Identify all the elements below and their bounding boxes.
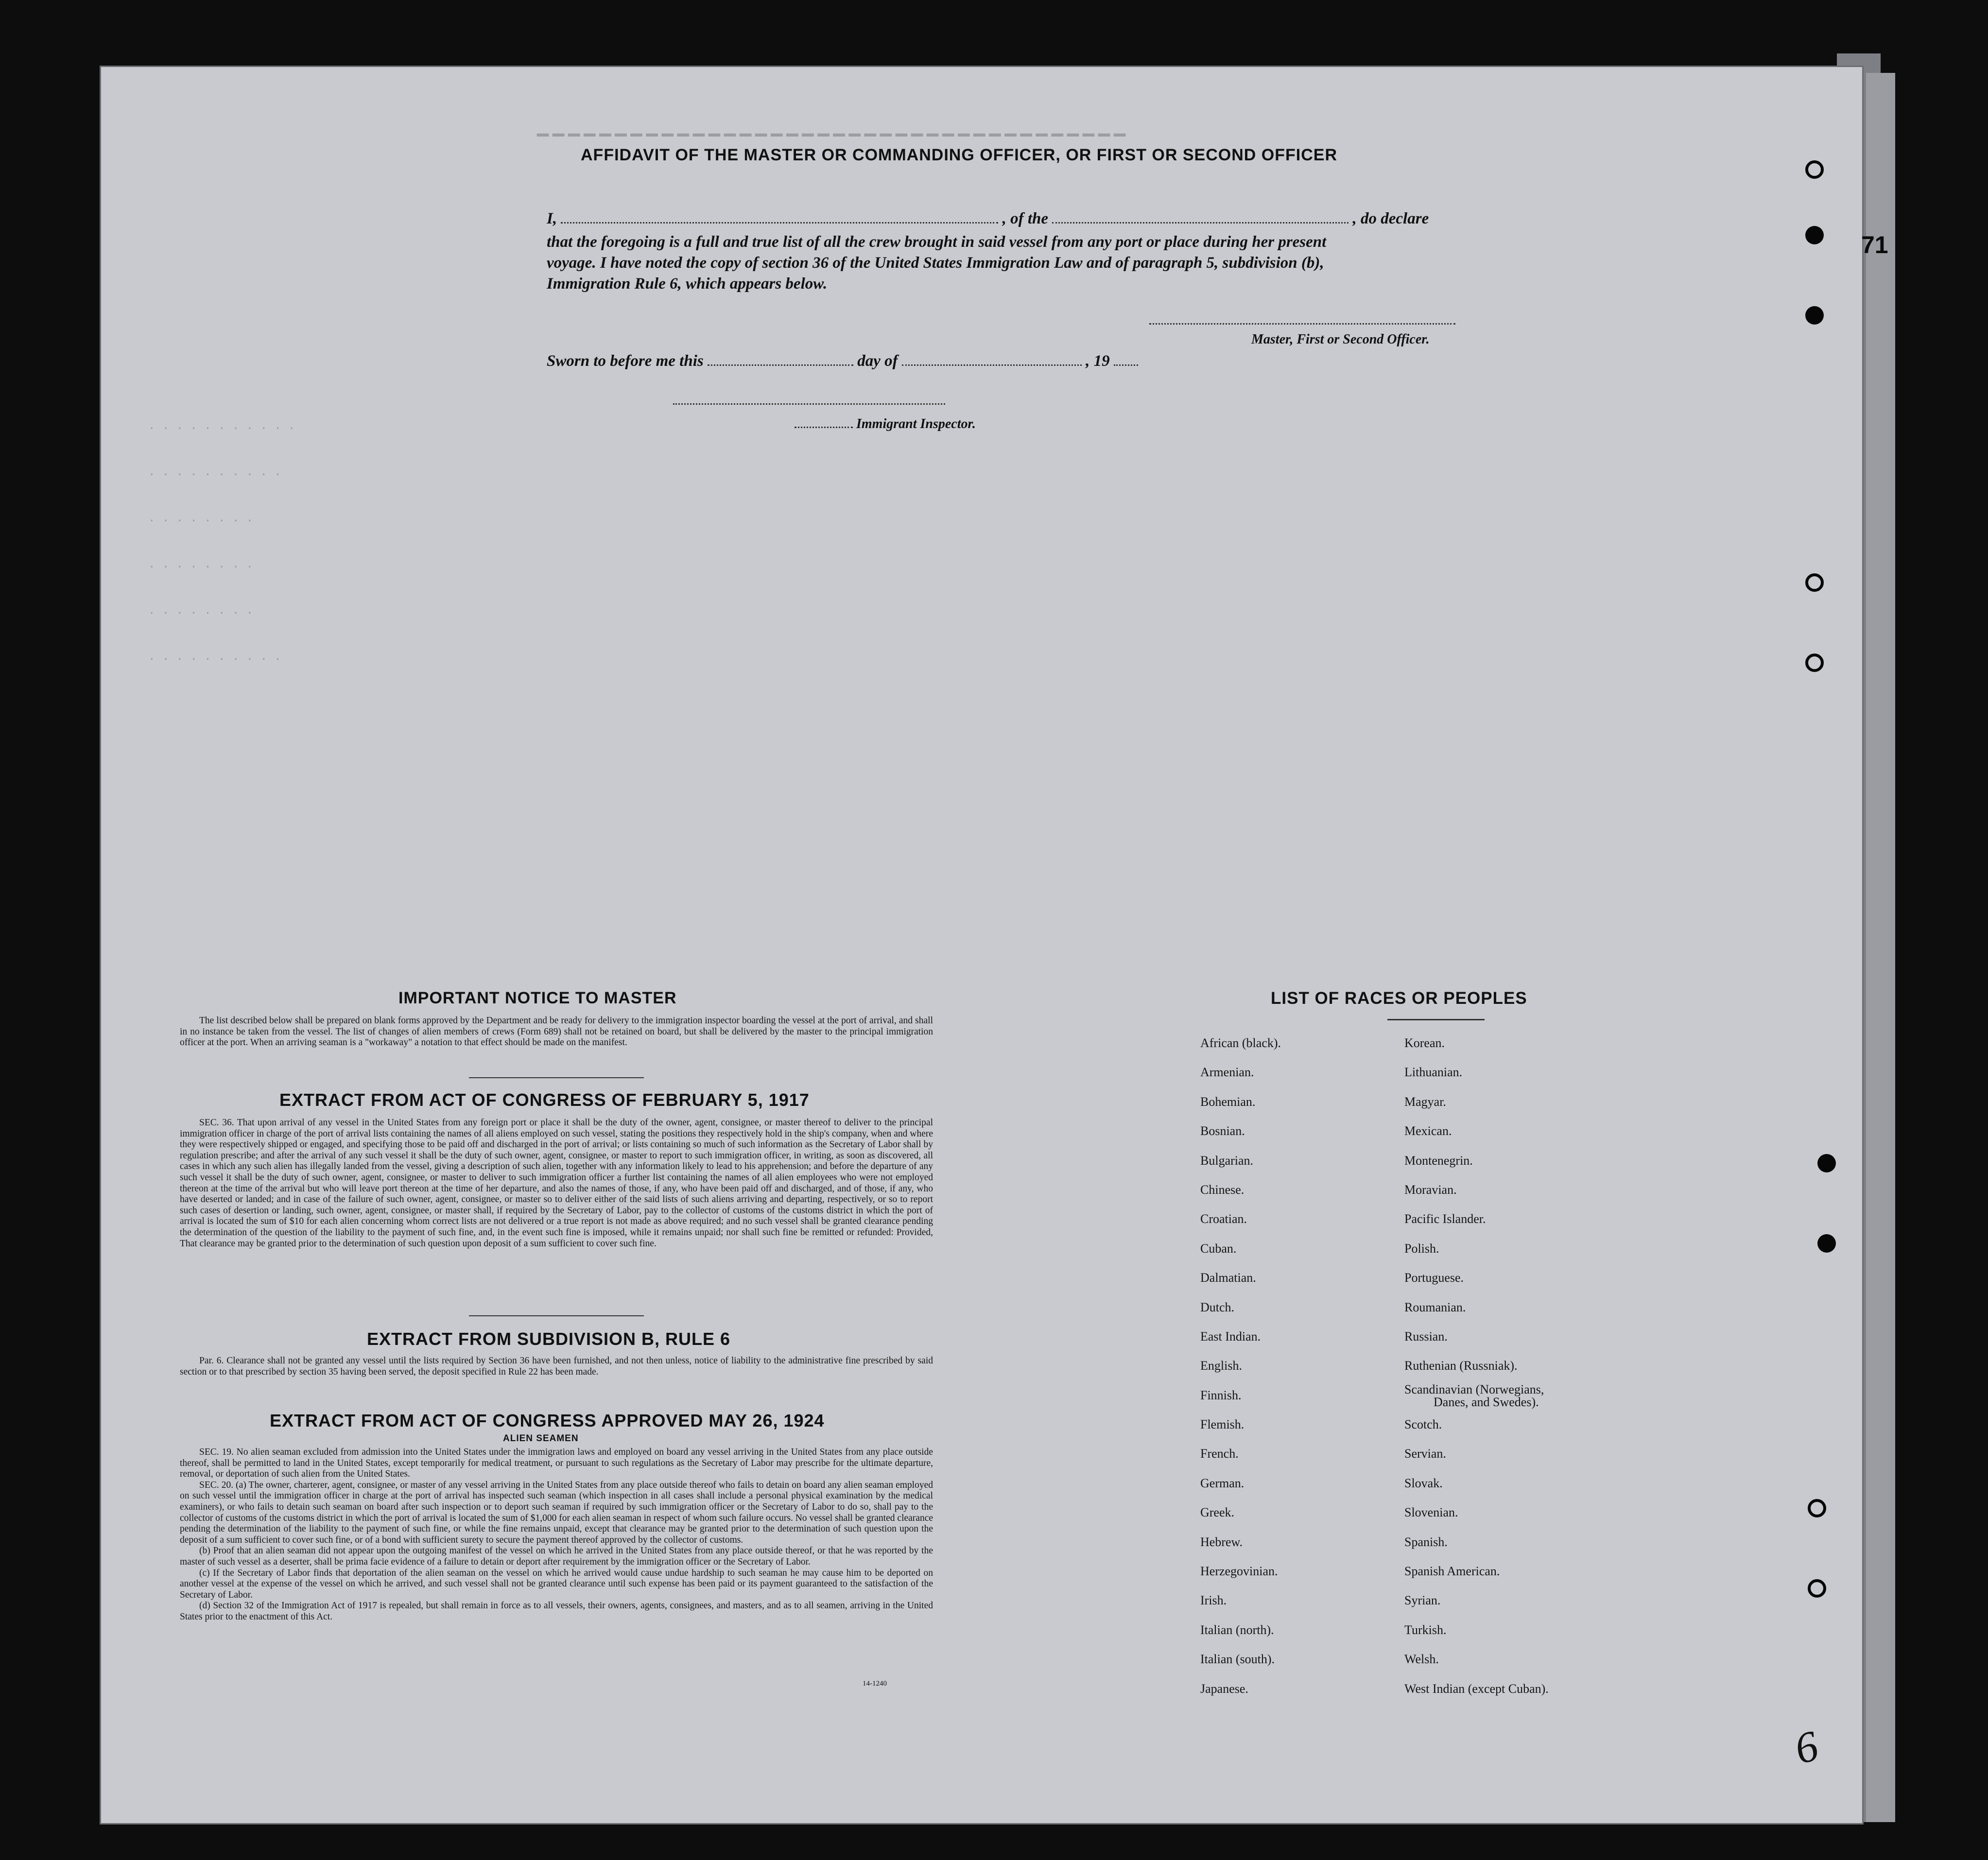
race-item: Croatian.: [1200, 1212, 1247, 1226]
page-number: 71: [1861, 231, 1888, 258]
sworn-day-blank[interactable]: [708, 364, 853, 366]
inspector-lead-dots: [795, 427, 853, 428]
race-item: Finnish.: [1200, 1388, 1242, 1402]
race-item: Cuban.: [1200, 1241, 1237, 1256]
binder-hole-icon: [1817, 1234, 1836, 1253]
race-item: Japanese.: [1200, 1681, 1248, 1696]
race-item: Portuguese.: [1404, 1271, 1464, 1285]
race-item: Dalmatian.: [1200, 1271, 1256, 1285]
race-item: Hebrew.: [1200, 1534, 1243, 1549]
extract-1917-title: EXTRACT FROM ACT OF CONGRESS OF FEBRUARY 5, 1917: [279, 1090, 810, 1110]
extract-1917-rule: [469, 1077, 644, 1078]
master-signature-label: Master, First or Second Officer.: [1251, 332, 1430, 347]
sworn-prefix: Sworn to before me this: [547, 352, 704, 370]
binder-hole-icon: [1805, 654, 1824, 672]
name-blank[interactable]: [561, 222, 998, 224]
race-item-line: Scandinavian (Norwegians,: [1404, 1382, 1544, 1396]
race-item: Slovenian.: [1404, 1505, 1458, 1520]
sec-20b-paragraph: (b) Proof that an alien seaman did not appear upon the outgoing manifest of the vessel on which he arrived in the United States from any place outside thereof, or that he was reported by the master of such vessel as a deserter, shall be prima facie evidence of a failure to detain or deport after requirement by the immigration officer or the Secretary of Labor.: [180, 1546, 933, 1567]
bleed-through-rows: · · · · · · · · · · · · · · · · · · · · · · · · · · · · · · · · · · · · · · · · · · · · · · · · · · · · · · ·: [148, 422, 295, 666]
extract-rule-6-title: EXTRACT FROM SUBDIVISION B, RULE 6: [367, 1329, 731, 1349]
affidavit-line-2: that the foregoing is a full and true list of all the crew brought in said vessel from any port or place during her present: [547, 233, 1327, 251]
race-item: Scotch.: [1404, 1417, 1442, 1432]
race-item: Korean.: [1404, 1036, 1445, 1050]
races-column-1: [1200, 1036, 1281, 1711]
race-item: Pacific Islander.: [1404, 1212, 1486, 1226]
race-item: German.: [1200, 1476, 1245, 1490]
binder-hole-icon: [1805, 306, 1824, 325]
race-item: Ruthenian (Russniak).: [1404, 1359, 1518, 1373]
binder-hole-icon: [1805, 160, 1824, 179]
race-item: Russian.: [1404, 1329, 1448, 1343]
binder-hole-icon: [1808, 1579, 1826, 1598]
race-item: Polish.: [1404, 1241, 1439, 1256]
affidavit-title: AFFIDAVIT OF THE MASTER OR COMMANDING OFFICER, OR FIRST OR SECOND OFFICER: [581, 146, 1337, 164]
race-item: Bosnian.: [1200, 1124, 1245, 1138]
par-6-paragraph: Par. 6. Clearance shall not be granted any vessel until the lists required by Section 36 have been furnished, and not then unless, notice of liability to the administrative fine prescribed by said section or to that prescribed by section 35 having been served, the deposit specified in Rule 22 has been made.: [180, 1356, 933, 1377]
inspector-signature-line[interactable]: [673, 403, 945, 405]
inspector-label: [795, 416, 976, 432]
race-item: African (black).: [1200, 1036, 1281, 1050]
race-item: Welsh.: [1404, 1652, 1439, 1667]
extract-1917-body: [180, 1118, 933, 1249]
bleed-through-text: ▁▁▁▁▁▁▁▁▁▁▁▁▁▁▁▁▁▁▁▁▁▁▁▁▁▁▁▁▁▁▁▁▁▁▁▁▁▁: [537, 116, 1130, 138]
affidavit-declare-label: , do declare: [1352, 210, 1429, 227]
alien-seamen-subtitle: ALIEN SEAMEN: [503, 1433, 579, 1444]
binder-hole-icon: [1805, 226, 1824, 244]
affidavit-line-1: [547, 210, 1429, 228]
race-item: Turkish.: [1404, 1622, 1447, 1637]
race-item: Chinese.: [1200, 1182, 1245, 1197]
race-item-multiline: [1404, 1383, 1549, 1412]
vessel-blank[interactable]: [1052, 222, 1348, 224]
race-item: Bohemian.: [1200, 1094, 1256, 1109]
extract-1924-title: EXTRACT FROM ACT OF CONGRESS APPROVED MAY 26, 1924: [270, 1411, 825, 1430]
race-item: Syrian.: [1404, 1593, 1441, 1608]
race-item: English.: [1200, 1359, 1242, 1373]
race-item: West Indian (except Cuban).: [1404, 1681, 1549, 1696]
race-item: Herzegovinian.: [1200, 1564, 1278, 1579]
race-item: Slovak.: [1404, 1476, 1443, 1490]
notice-title: IMPORTANT NOTICE TO MASTER: [398, 989, 677, 1007]
race-item: Lithuanian.: [1404, 1065, 1463, 1080]
sworn-year-label: , 19: [1086, 352, 1110, 370]
race-item: Greek.: [1200, 1505, 1235, 1520]
manifest-page: [100, 66, 1888, 1825]
race-item: French.: [1200, 1447, 1239, 1461]
handwritten-note: 6: [1789, 1721, 1824, 1774]
race-item-line-2: Danes, and Swedes).: [1434, 1395, 1539, 1409]
sworn-month-blank[interactable]: [902, 364, 1082, 366]
back-page-edge-2: [1866, 73, 1895, 1822]
section-36-paragraph: SEC. 36. That upon arrival of any vessel in the United States from any foreign port or place it shall be the duty of the owner, agent, consignee, or master thereof to deliver to the principal immigration officer in charge of the port of arrival lists containing the names of all aliens employed on such vessel, stating the positions they respectively hold in the ship's company, when and where they were respectively shipped or engaged, and specifying those to be paid off and discharged in the port of arrival; or lists containing so much of such information as the Secretary of Labor shall by regulation prescribe; and after the arrival of any such vessel it shall be the duty of such owner, agent, consignee, or master to report to such immigration officer, in writing, as soon as discovered, all cases in which any such alien has illegally landed from the vessel, giving a description of such alien, together with any information likely to lead to his apprehension; and before the departure of any such vessel it shall be the duty of such owner, agent, consignee, or master to deliver to such immigration officer a further list containing the names of all alien employees who were not employed thereon at the time of the arrival but who will leave port thereon at the time of her departure, and also the names of those, if any, who have been paid off and discharged, and of those, if any, who have deserted or landed; and in case of the failure of such owner, agent, consignee, or master so to deliver either of the said lists of such aliens arriving and departing, respectively, or so to report such cases of desertion or landing, such owner, agent, consignee, or master shall, if required by the Secretary of Labor, pay to the collector of customs of the customs district in which the port of arrival is located the sum of $10 for each alien concerning whom correct lists are not delivered or a true report is not made as above required; and no such vessel shall be granted clearance pending the determination of the question of the liability to the payment of such fine, and, in the event such fine is imposed, while it remains unpaid; nor shall such fine be remitted or refunded: Provided, That clearance may be granted prior to the determination of such question upon deposit of a sum sufficient to cover such fine.: [180, 1118, 933, 1249]
master-signature-line[interactable]: [1149, 323, 1455, 325]
race-item: East Indian.: [1200, 1329, 1261, 1343]
sec-20a-paragraph: SEC. 20. (a) The owner, charterer, agent, consignee, or master of any vessel arriving in the United States from any place outside thereof who fails to detain on board any alien seaman employed on such vessel until the immigration officer in charge at the port of arrival has inspected such seaman (which inspection in all cases shall include a personal physical examination by the medical examiners), or who fails to detain such seaman on board after such inspection or to deport such seaman if required by such immigration officer or the Secretary of Labor to do so, shall pay to the collector of customs of the customs district in which the port of arrival is located the sum of $1,000 for each alien seaman in respect of whom such failure occurs. No vessel shall be granted clearance pending the determination of the liability to the payment of such fine, or while the fine remains unpaid, except that clearance may be granted prior to the determination of such question upon the deposit of a sum sufficient to cover such fine, or of a bond with sufficient surety to secure the payment thereof approved by the collector of customs.: [180, 1480, 933, 1545]
sec-20d-paragraph: (d) Section 32 of the Immigration Act of 1917 is repealed, but shall remain in force as to all vessels, their owners, agents, consignees, and masters, and as to all seamen, arriving in the United States prior to the enactment of this Act.: [180, 1601, 933, 1622]
race-item: Magyar.: [1404, 1094, 1446, 1109]
races-title: LIST OF RACES OR PEOPLES: [1271, 989, 1527, 1008]
race-item: Spanish American.: [1404, 1564, 1500, 1579]
sec-20c-paragraph: (c) If the Secretary of Labor finds that deportation of the alien seaman on the vessel on which he arrived would cause undue hardship to such seaman he may cause him to be deported on another vessel at the expense of the vessel on which he arrived, and such vessel shall not be granted clearance until such expense has been paid or its payment guaranteed to the satisfaction of the Secretary of Labor.: [180, 1567, 933, 1600]
affidavit-i-label: I,: [547, 210, 557, 227]
extract-1924-body: [180, 1447, 933, 1623]
races-column-2: [1404, 1036, 1549, 1711]
rule-6-rule: [469, 1315, 644, 1316]
binder-hole-icon: [1805, 573, 1824, 592]
sworn-year-blank[interactable]: [1114, 364, 1138, 366]
form-number: 14-1240: [863, 1680, 887, 1688]
race-item: Armenian.: [1200, 1065, 1254, 1080]
race-item: Moravian.: [1404, 1182, 1457, 1197]
binder-hole-icon: [1808, 1499, 1826, 1517]
notice-paragraph: The list described below shall be prepared on blank forms approved by the Department and be ready for delivery to the immigration inspector boarding the vessel at the port of arrival, and shall in no instance be taken from the vessel. The list of changes of alien members of crews (Form 689) shall not be retained on board, but shall be delivered by the master to the principal immigration officer at the port. When an arriving seaman is a "workaway" a notation to that effect should be made on the manifest.: [180, 1016, 933, 1048]
affidavit-line-4: Immigration Rule 6, which appears below.: [547, 275, 828, 293]
race-item: Dutch.: [1200, 1300, 1235, 1314]
inspector-label-text: Immigrant Inspector.: [856, 416, 976, 431]
race-item: Mexican.: [1404, 1124, 1452, 1138]
race-item: Montenegrin.: [1404, 1153, 1473, 1168]
race-item: Italian (north).: [1200, 1622, 1274, 1637]
race-item: Flemish.: [1200, 1417, 1245, 1432]
binder-hole-icon: [1817, 1154, 1836, 1172]
race-item: Irish.: [1200, 1593, 1227, 1608]
race-item: Servian.: [1404, 1447, 1446, 1461]
extract-rule-6-body: [180, 1356, 933, 1378]
affidavit-of-the-label: , of the: [1002, 210, 1049, 227]
race-item: Spanish.: [1404, 1534, 1448, 1549]
race-item: Italian (south).: [1200, 1652, 1275, 1667]
sec-19-paragraph: SEC. 19. No alien seaman excluded from admission into the United States under the immigration laws and employed on board any vessel arriving in the United States from any place outside thereof, shall be permitted to land in the United States, except temporarily for medical treatment, or pursuant to such regulations as the Secretary of Labor may prescribe for the ultimate departure, removal, or deportation of such alien from the United States.: [180, 1447, 933, 1480]
affidavit-line-3: voyage. I have noted the copy of section 36 of the United States Immigration Law and of paragraph 5, subdivision (b),: [547, 254, 1324, 272]
race-item: Roumanian.: [1404, 1300, 1466, 1314]
races-title-rule: [1387, 1019, 1485, 1020]
notice-body: [180, 1016, 933, 1049]
race-item: Bulgarian.: [1200, 1153, 1254, 1168]
sworn-line: [547, 352, 1138, 370]
sworn-day-of-label: day of: [857, 352, 898, 370]
